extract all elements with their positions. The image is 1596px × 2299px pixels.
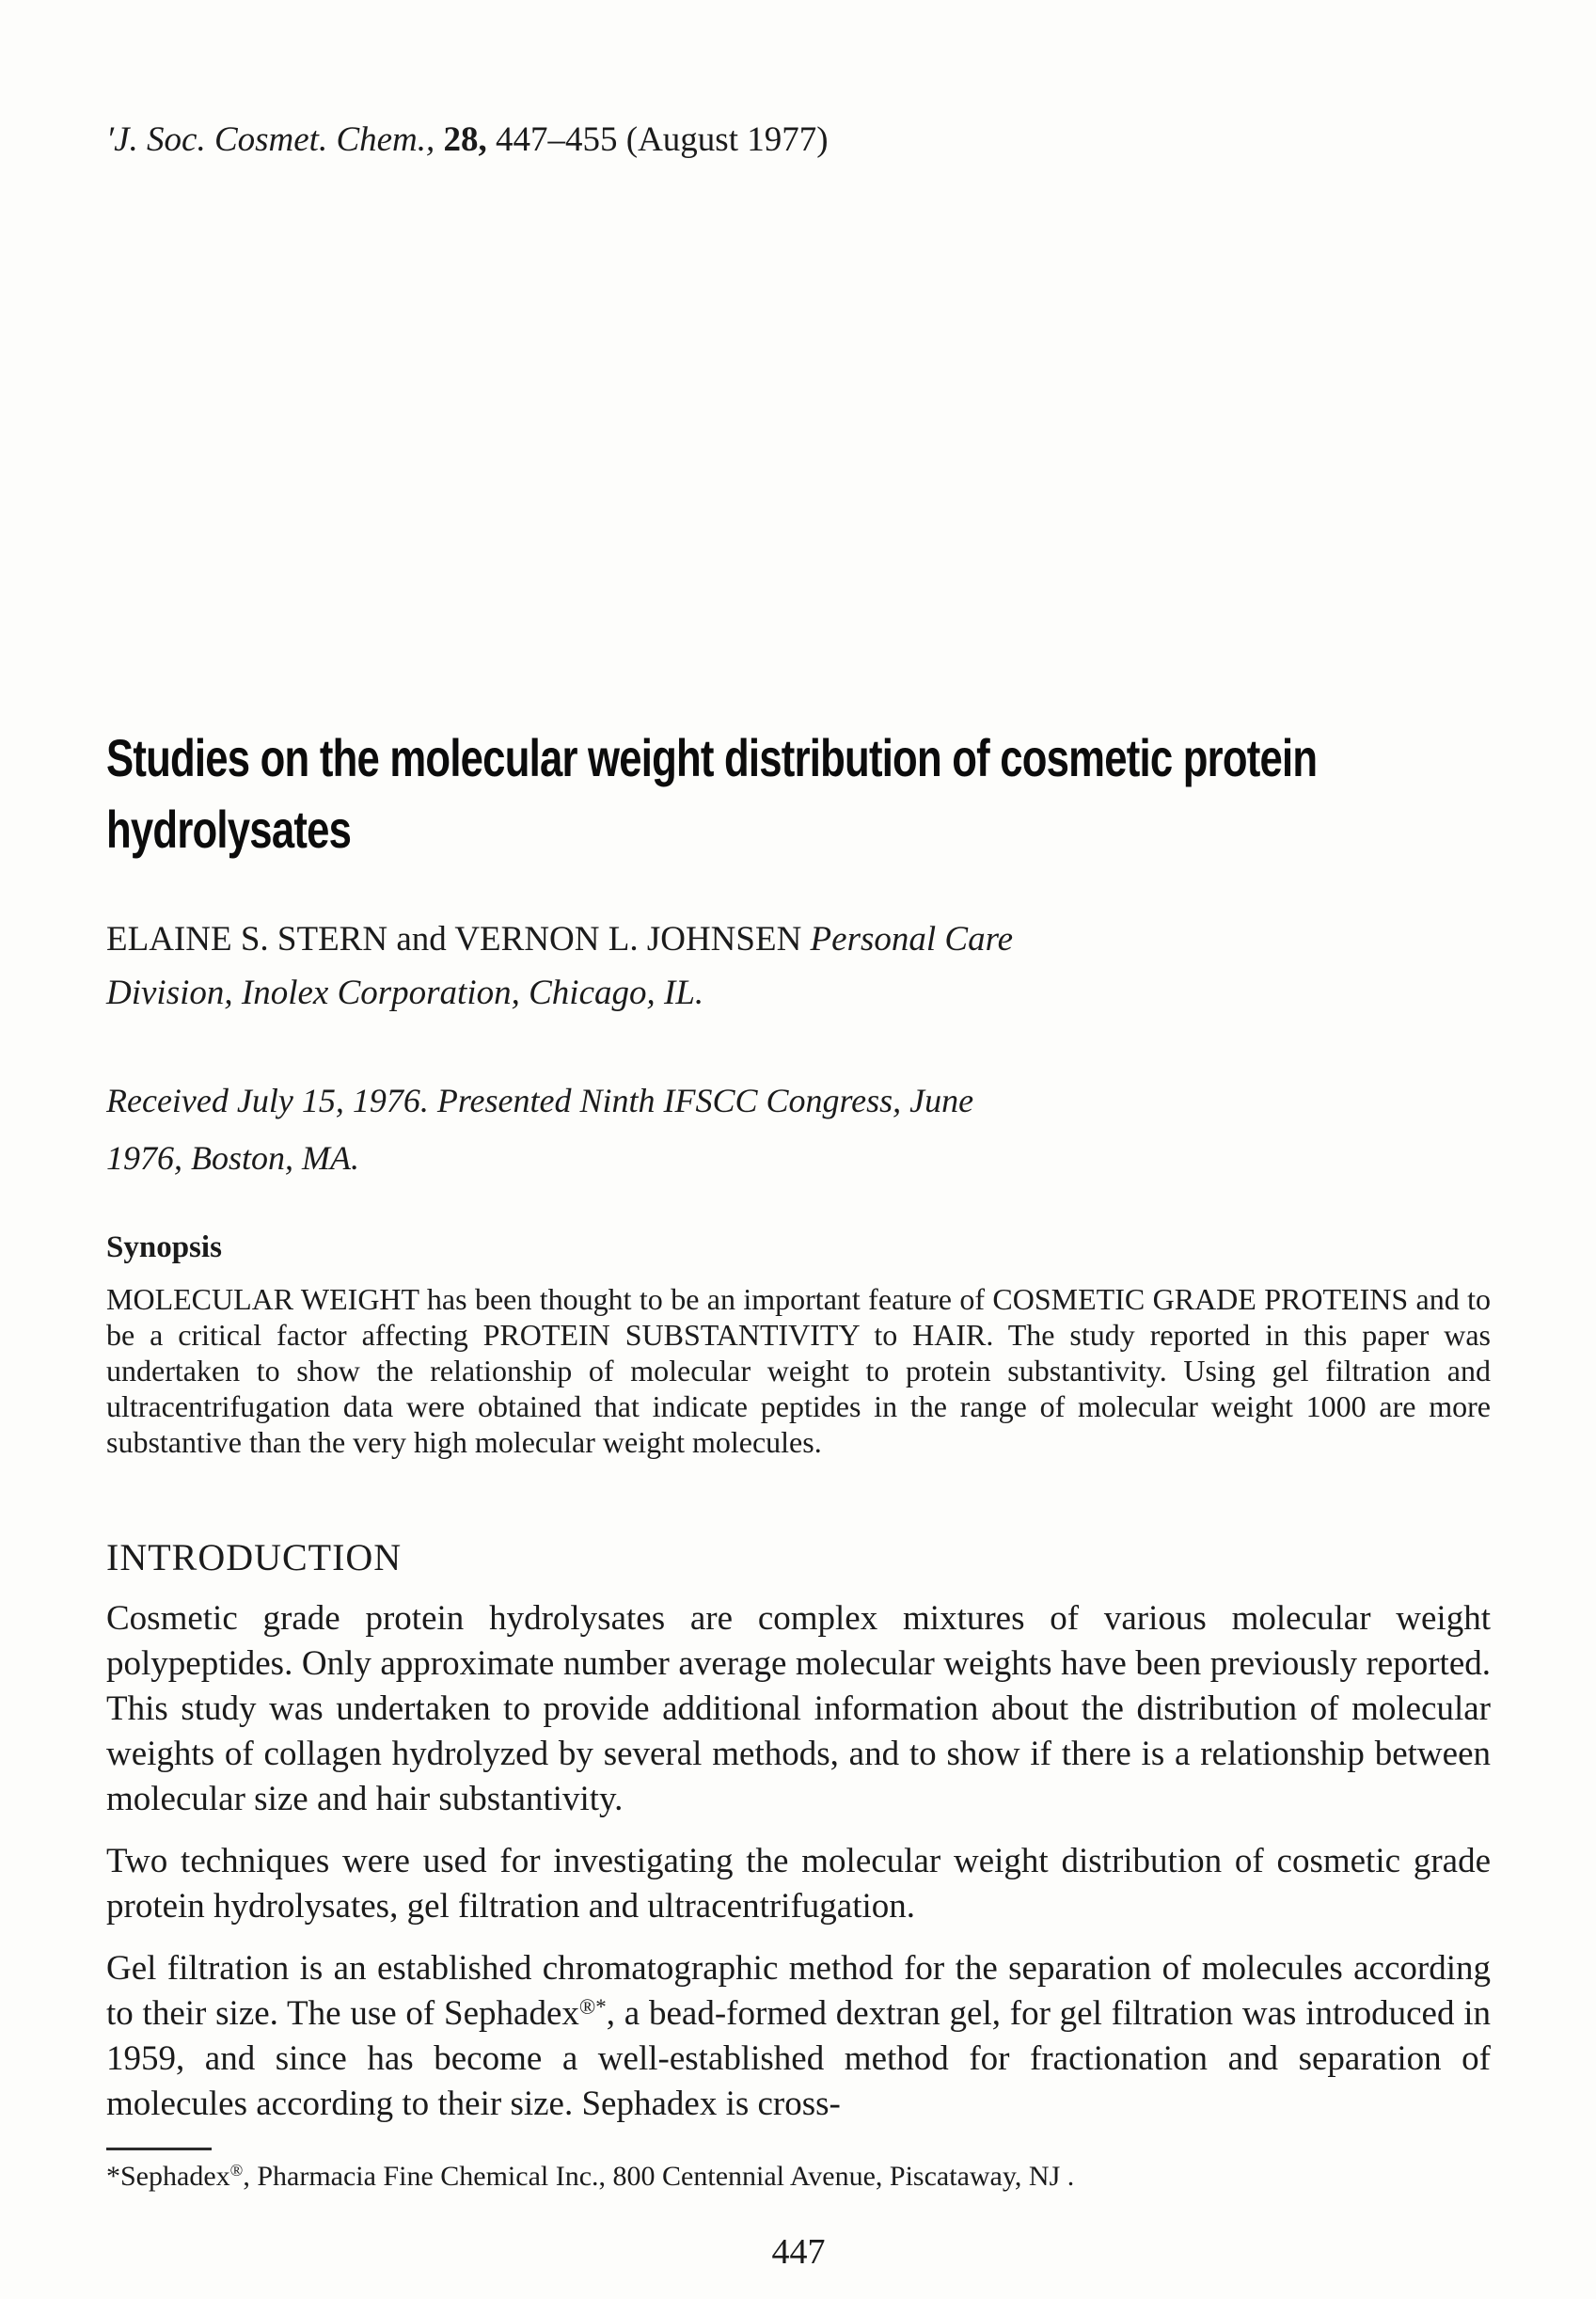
paragraph-3-text-before-trademark: Gel filtration is an established chromatographic method for the separation of molecules according to their size. The use of Sephadex (106, 1949, 1491, 2033)
paragraph-3-text-after-trademark: , a bead-formed dextran gel, for gel filtration was introduced in 1959, and since has become a well-established method for fractionation and separation of molecules according to their size. Sephadex is cross- (106, 1994, 1492, 2123)
footnote-divider-rule (106, 2148, 212, 2150)
synopsis-text: MOLECULAR WEIGHT has been thought to be an important feature of COSMETIC GRADE PROTEINS and to be a critical factor affecting PROTEIN SUBSTANTIVITY to HAIR. The study reported in this paper was undertaken to show the relationship of molecular weight to protein substantivity. Using gel filtration and ultracentrifugation data were obtained that indicate peptides in the range of molecular weight 1000 are more substantive than the very high molecular weight molecules. (106, 1282, 1491, 1459)
footnote-text: , Pharmacia Fine Chemical Inc., 800 Centennial Avenue, Piscataway, NJ . (243, 2161, 1075, 2192)
footnote-marker-and-name: *Sephadex (106, 2161, 230, 2192)
introduction-heading: INTRODUCTION (106, 1536, 403, 1578)
journal-citation (106, 119, 1491, 162)
pages-and-date: 447–455 (August 1977) (496, 120, 829, 159)
footnote-registered-trademark-superscript: ® (229, 2161, 244, 2180)
synopsis-section (106, 1229, 1491, 1460)
received-presented-note: Received July 15, 1976. Presented Ninth IFSCC Congress, June 1976, Boston, MA. (106, 1082, 974, 1177)
author-block (106, 912, 1037, 1020)
article-title-line-2: hydrolysates (106, 800, 352, 859)
introduction-section (106, 1535, 1491, 2127)
introduction-paragraph-2: Two techniques were used for investigating the molecular weight distribution of cosmetic grade protein hydrolysates, gel filtration and ultracentrifugation. (106, 1842, 1491, 1926)
journal-name: ′J. Soc. Cosmet. Chem., (106, 120, 435, 159)
article-title (106, 722, 1491, 865)
volume-number: 28, (443, 120, 487, 159)
introduction-paragraph-3 (106, 1946, 1491, 2127)
introduction-paragraph-1: Cosmetic grade protein hydrolysates are complex mixtures of various molecular weight polypeptides. Only approximate number average molecular weights have been previously reported. This study was undertaken to provide additional information about the distribution of molecular weights of collagen hydrolyzed by several methods, and to show if there is a relationship between molecular size and hair substantivity. (106, 1599, 1491, 1818)
author-names: ELAINE S. STERN and VERNON L. JOHNSEN (106, 920, 802, 959)
page-footer (106, 2148, 1491, 2273)
author-affiliation: Personal Care Division, Inolex Corporation, Chicago, IL. (106, 920, 1014, 1012)
synopsis-heading: Synopsis (106, 1230, 222, 1264)
article-title-line-1: Studies on the molecular weight distribution of cosmetic protein (106, 728, 1318, 787)
registered-trademark-superscript: ®* (578, 1994, 607, 2019)
sephadex-footnote (106, 2160, 1491, 2194)
page-number: 447 (771, 2232, 826, 2272)
